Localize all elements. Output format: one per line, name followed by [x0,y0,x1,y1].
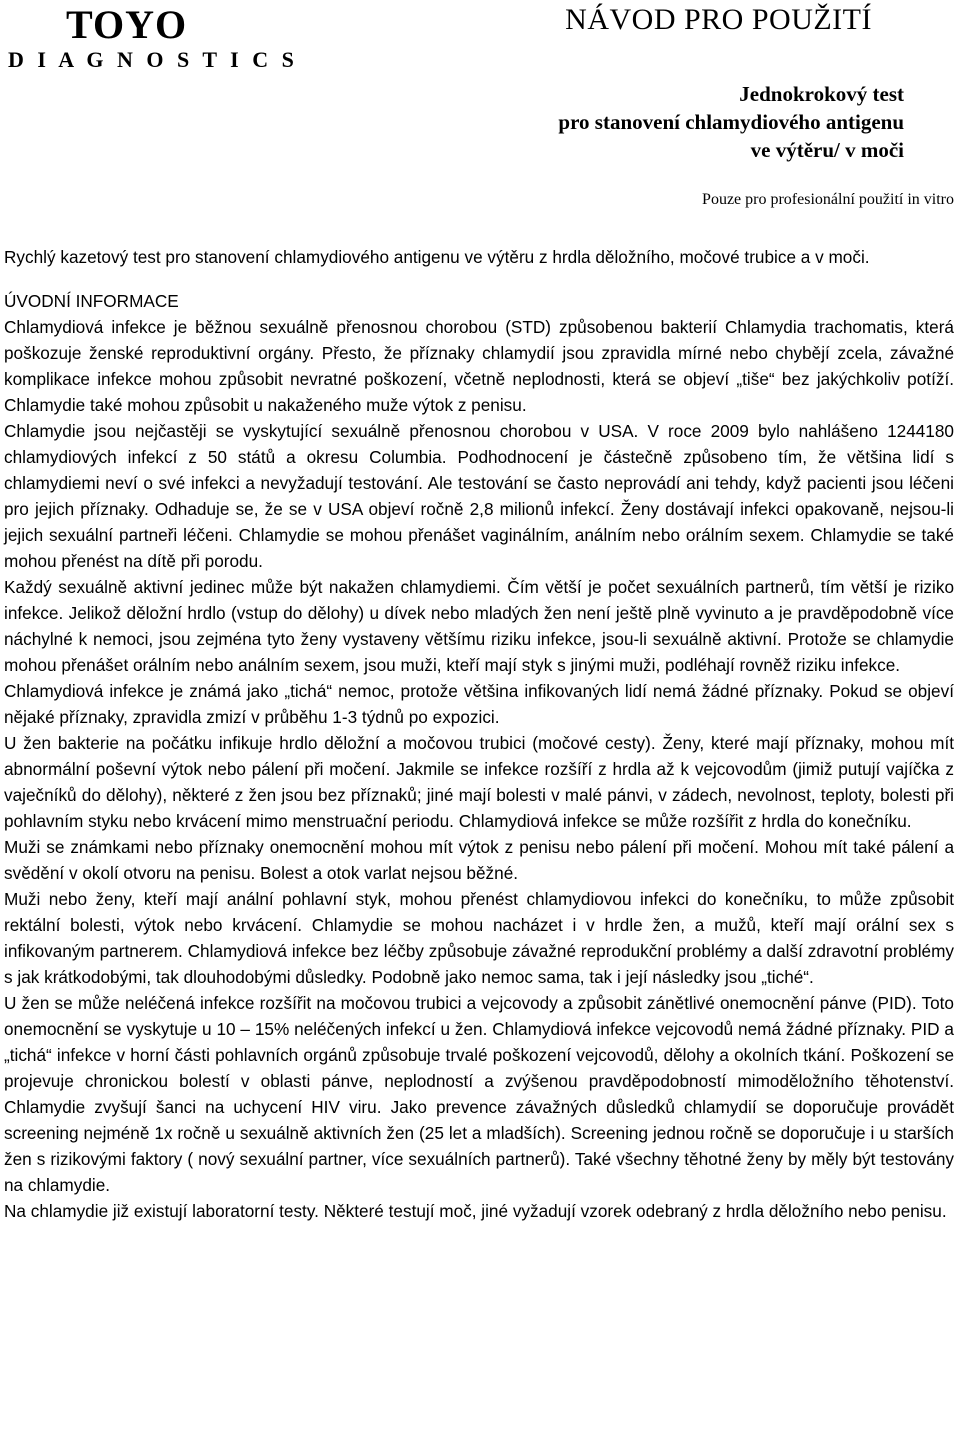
intro-paragraph: Rychlý kazetový test pro stanovení chlamydiového antigenu ve výtěru z hrdla děložního, močové trubice a v moči. [4,247,870,267]
subtitle-line-3: ve výtěru/ v moči [750,138,904,162]
logo-sub-text: D I A G N O S T I C S [8,47,298,72]
body-paragraph: Muži nebo ženy, kteří mají anální pohlavní styk, mohou přenést chlamydiovou infekci do konečníku, to může způsobit rektální bolesti, výtok nebo krvácení. Chlamydie se mohou nacházet i v hrdle žen, a mužů, kteří mají orální sex s infikovaným partnerem. Chlamydiová infekce bez léčby způsobuje závažné reprodukční problémy a další zdravotní problémy s jak krátkodobými, tak dlouhodobými důsledky. Podobně jako nemoc sama, tak i její následky jsou „tiché“. [4,889,954,987]
body-paragraph: Muži se známkami nebo příznaky onemocnění mohou mít výtok z penisu nebo pálení při močení. Mohou mít také pálení a svědění v okolí otvoru na penisu. Bolest a otok varlat nejsou běžné. [4,837,954,883]
product-subtitle [558,80,904,164]
subtitle-line-2: pro stanovení chlamydiového antigenu [558,110,904,134]
usage-note: Pouze pro profesionální použití in vitro [702,191,954,208]
body-paragraph: U žen se může neléčená infekce rozšířit na močovou trubici a vejcovody a způsobit zánětlivé onemocnění pánve (PID). Toto onemocnění se vyskytuje u 10 – 15% neléčených infekcí u žen. Chlamydiová infekce vejcovodů nemá žádné příznaky. PID a „tichá“ infekce v horní části pohlavních orgánů způsobuje trvalé poškození vejcovodů, dělohy a okolních tkání. Poškození se projevuje chronickou bolestí v oblasti pánve, neplodností a zvýšenou pravděpodobností mimoděložního těhotenství. Chlamydie zvyšují šanci na uchycení HIV viru. Jako prevence závažných důsledků chlamydií se doporučuje provádět screening nejméně 1x ročně u sexuálně aktivních žen (25 let a mladších). Screening jednou ročně se doporučuje i u starších žen s rizikovými faktory ( nový sexuální partner, více sexuálních partnerů). Také všechny těhotné ženy by měly být testovány na chlamydie. [4,993,954,1195]
document-body [4,244,954,1224]
company-logo [8,4,298,72]
body-paragraph: Chlamydiová infekce je známá jako „tichá“ nemoc, protože většina infikovaných lidí nemá žádné příznaky. Pokud se objeví nějaké příznaky, zpravidla zmizí v průběhu 1-3 týdnů po expozici. [4,681,954,727]
body-paragraph: Každý sexuálně aktivní jedinec může být nakažen chlamydiemi. Čím větší je počet sexuálních partnerů, tím větší je riziko infekce. Jelikož děložní hrdlo (vstup do dělohy) u dívek nebo mladých žen není ještě plně vyvinuto a je pravděpodobně více náchylné k nemoci, jsou zejména tyto ženy vystaveny většímu riziku infekce, jsou-li sexuálně aktivní. Protože se chlamydie mohou přenášet orálním nebo análním sexem, jsou muži, kteří mají styk s jinými muži, podléhají rovněž riziku infekce. [4,577,954,675]
section-heading: ÚVODNÍ INFORMACE [4,291,179,311]
subtitle-line-1: Jednokrokový test [739,82,904,106]
logo-main-text: TOYO [66,2,188,47]
body-paragraph: Chlamydiová infekce je běžnou sexuálně přenosnou chorobou (STD) způsobenou bakterií Chlamydia trachomatis, která poškozuje ženské reproduktivní orgány. Přesto, že příznaky chlamydií jsou zpravidla mírné nebo chybějí zcela, závažné komplikace infekce mohou způsobit nevratné poškození, včetně neplodnosti, která se objeví „tiše“ bez jakýchkoliv potíží. Chlamydie také mohou způsobit u nakaženého muže výtok z penisu. [4,317,954,415]
document-title: NÁVOD PRO POUŽITÍ [565,3,872,36]
body-paragraph: Chlamydie jsou nejčastěji se vyskytující sexuálně přenosnou chorobou v USA. V roce 2009 bylo nahlášeno 1244180 chlamydiových infekcí z 50 států a okresu Columbia. Podhodnocení je částečně způsobeno tím, že většina lidí s chlamydiemi neví o své infekci a nevyžadují testování. Ale testování se často neprovádí ani tehdy, když pacienti jsou léčeni pro jejich příznaky. Odhaduje se, že se v USA objeví ročně 2,8 milionů infekcí. Ženy dostávají infekci opakovaně, nejsou-li jejich sexuální partneři léčeni. Chlamydie se mohou přenášet vaginálním, análním nebo orálním sexem. Chlamydie se také mohou přenést na dítě při porodu. [4,421,954,571]
body-paragraph: Na chlamydie již existují laboratorní testy. Některé testují moč, jiné vyžadují vzorek odebraný z hrdla děložního nebo penisu. [4,1201,947,1221]
body-paragraph: U žen bakterie na počátku infikuje hrdlo děložní a močovou trubici (močové cesty). Ženy, které mají příznaky, mohou mít abnormální poševní výtok nebo pálení při močení. Jakmile se infekce rozšíří z hrdla až k vejcovodům (jimiž putují vajíčka z vaječníků do dělohy), některé z žen jsou bez příznaků; jiné mají bolesti v malé pánvi, v zádech, nevolnost, teploty, bolesti při pohlavním styku nebo krvácení mimo menstruační periodu. Chlamydiová infekce se může rozšířit z hrdla do konečníku. [4,733,954,831]
